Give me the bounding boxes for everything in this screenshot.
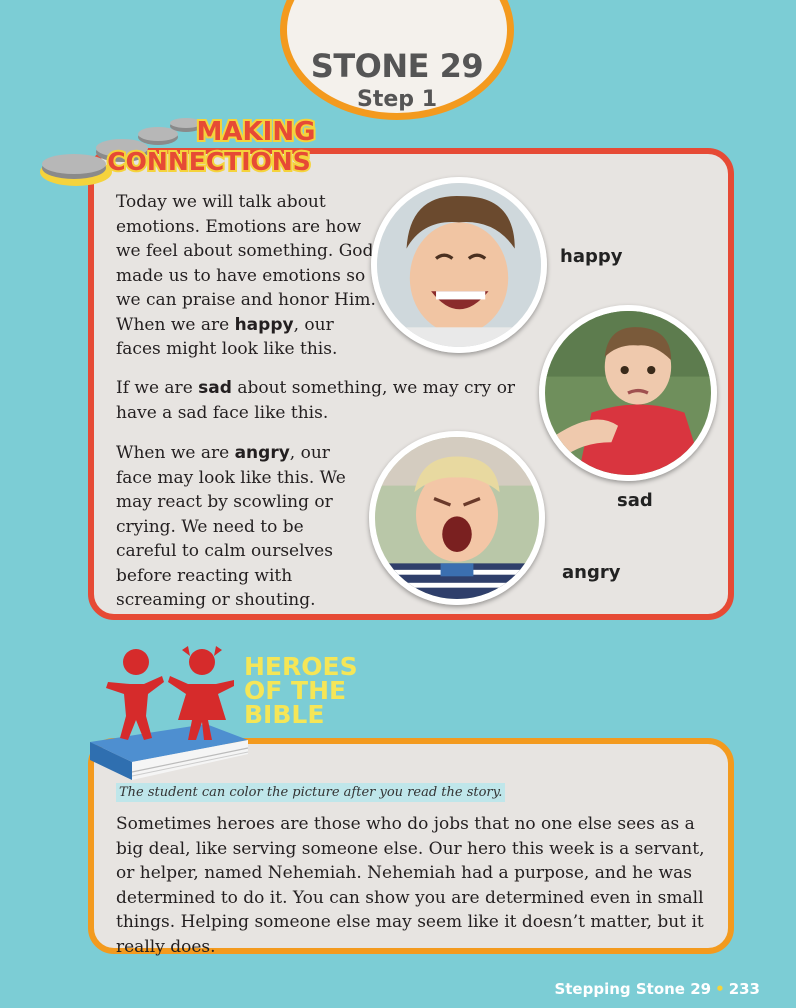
happy-word: happy	[234, 314, 294, 335]
angry-word: angry	[234, 443, 290, 463]
angry-label: angry	[562, 562, 621, 583]
heroes-body-paragraph: Sometimes heroes are those who do jobs that no one else sees as a big deal, like serving someone else. Our hero this week is a servant, or helper, named Nehemiah. Nehemiah had a purpose, and he was determined to do it. You can show you are determined even in small things. Helping someone else may seem like it doesn’t matter, but it really does.	[116, 814, 705, 957]
connections-heading-text: CONNECTIONS	[107, 147, 311, 176]
happy-boy-photo	[371, 177, 547, 353]
happy-label: happy	[560, 246, 623, 267]
teacher-note: The student can color the picture after you read the story.	[116, 783, 505, 802]
page-footer	[554, 980, 760, 998]
sad-boy-photo	[539, 305, 717, 481]
book-icon	[90, 724, 248, 780]
children-figures-icon	[106, 646, 234, 740]
angry-paragraph: When we are angry, our face may look like this. We may react by scowling or crying. We need to be careful to calm ourselves before reacting with screaming or shouting.	[116, 443, 346, 610]
angry-boy-photo	[369, 431, 545, 605]
making-heading-text: MAKING	[196, 117, 316, 147]
footer-label: Stepping Stone 29	[554, 980, 712, 998]
stone-badge	[280, 0, 514, 120]
bible-heading-text: BIBLE	[244, 700, 325, 729]
heroes-heading-text: HEROES	[244, 652, 358, 681]
sad-paragraph: If we are sad about something, we may cry or have a sad face like this.	[116, 378, 516, 423]
of-the-heading-text: OF THE	[244, 676, 347, 705]
stone-step: Step 1	[357, 87, 437, 112]
footer-separator: •	[715, 980, 725, 998]
page-number: 233	[728, 980, 760, 998]
stone-title: STONE 29	[310, 47, 484, 85]
sad-label: sad	[617, 490, 653, 511]
sad-word: sad	[198, 378, 232, 398]
making-connections-heading	[34, 112, 324, 196]
emotions-intro-paragraph: Today we will talk about emotions. Emotions are how we feel about something. God made us to have emotions so we can praise and honor Him. When we are happy, our faces might look like this.	[116, 192, 376, 359]
heroes-of-the-bible-heading	[84, 642, 364, 792]
